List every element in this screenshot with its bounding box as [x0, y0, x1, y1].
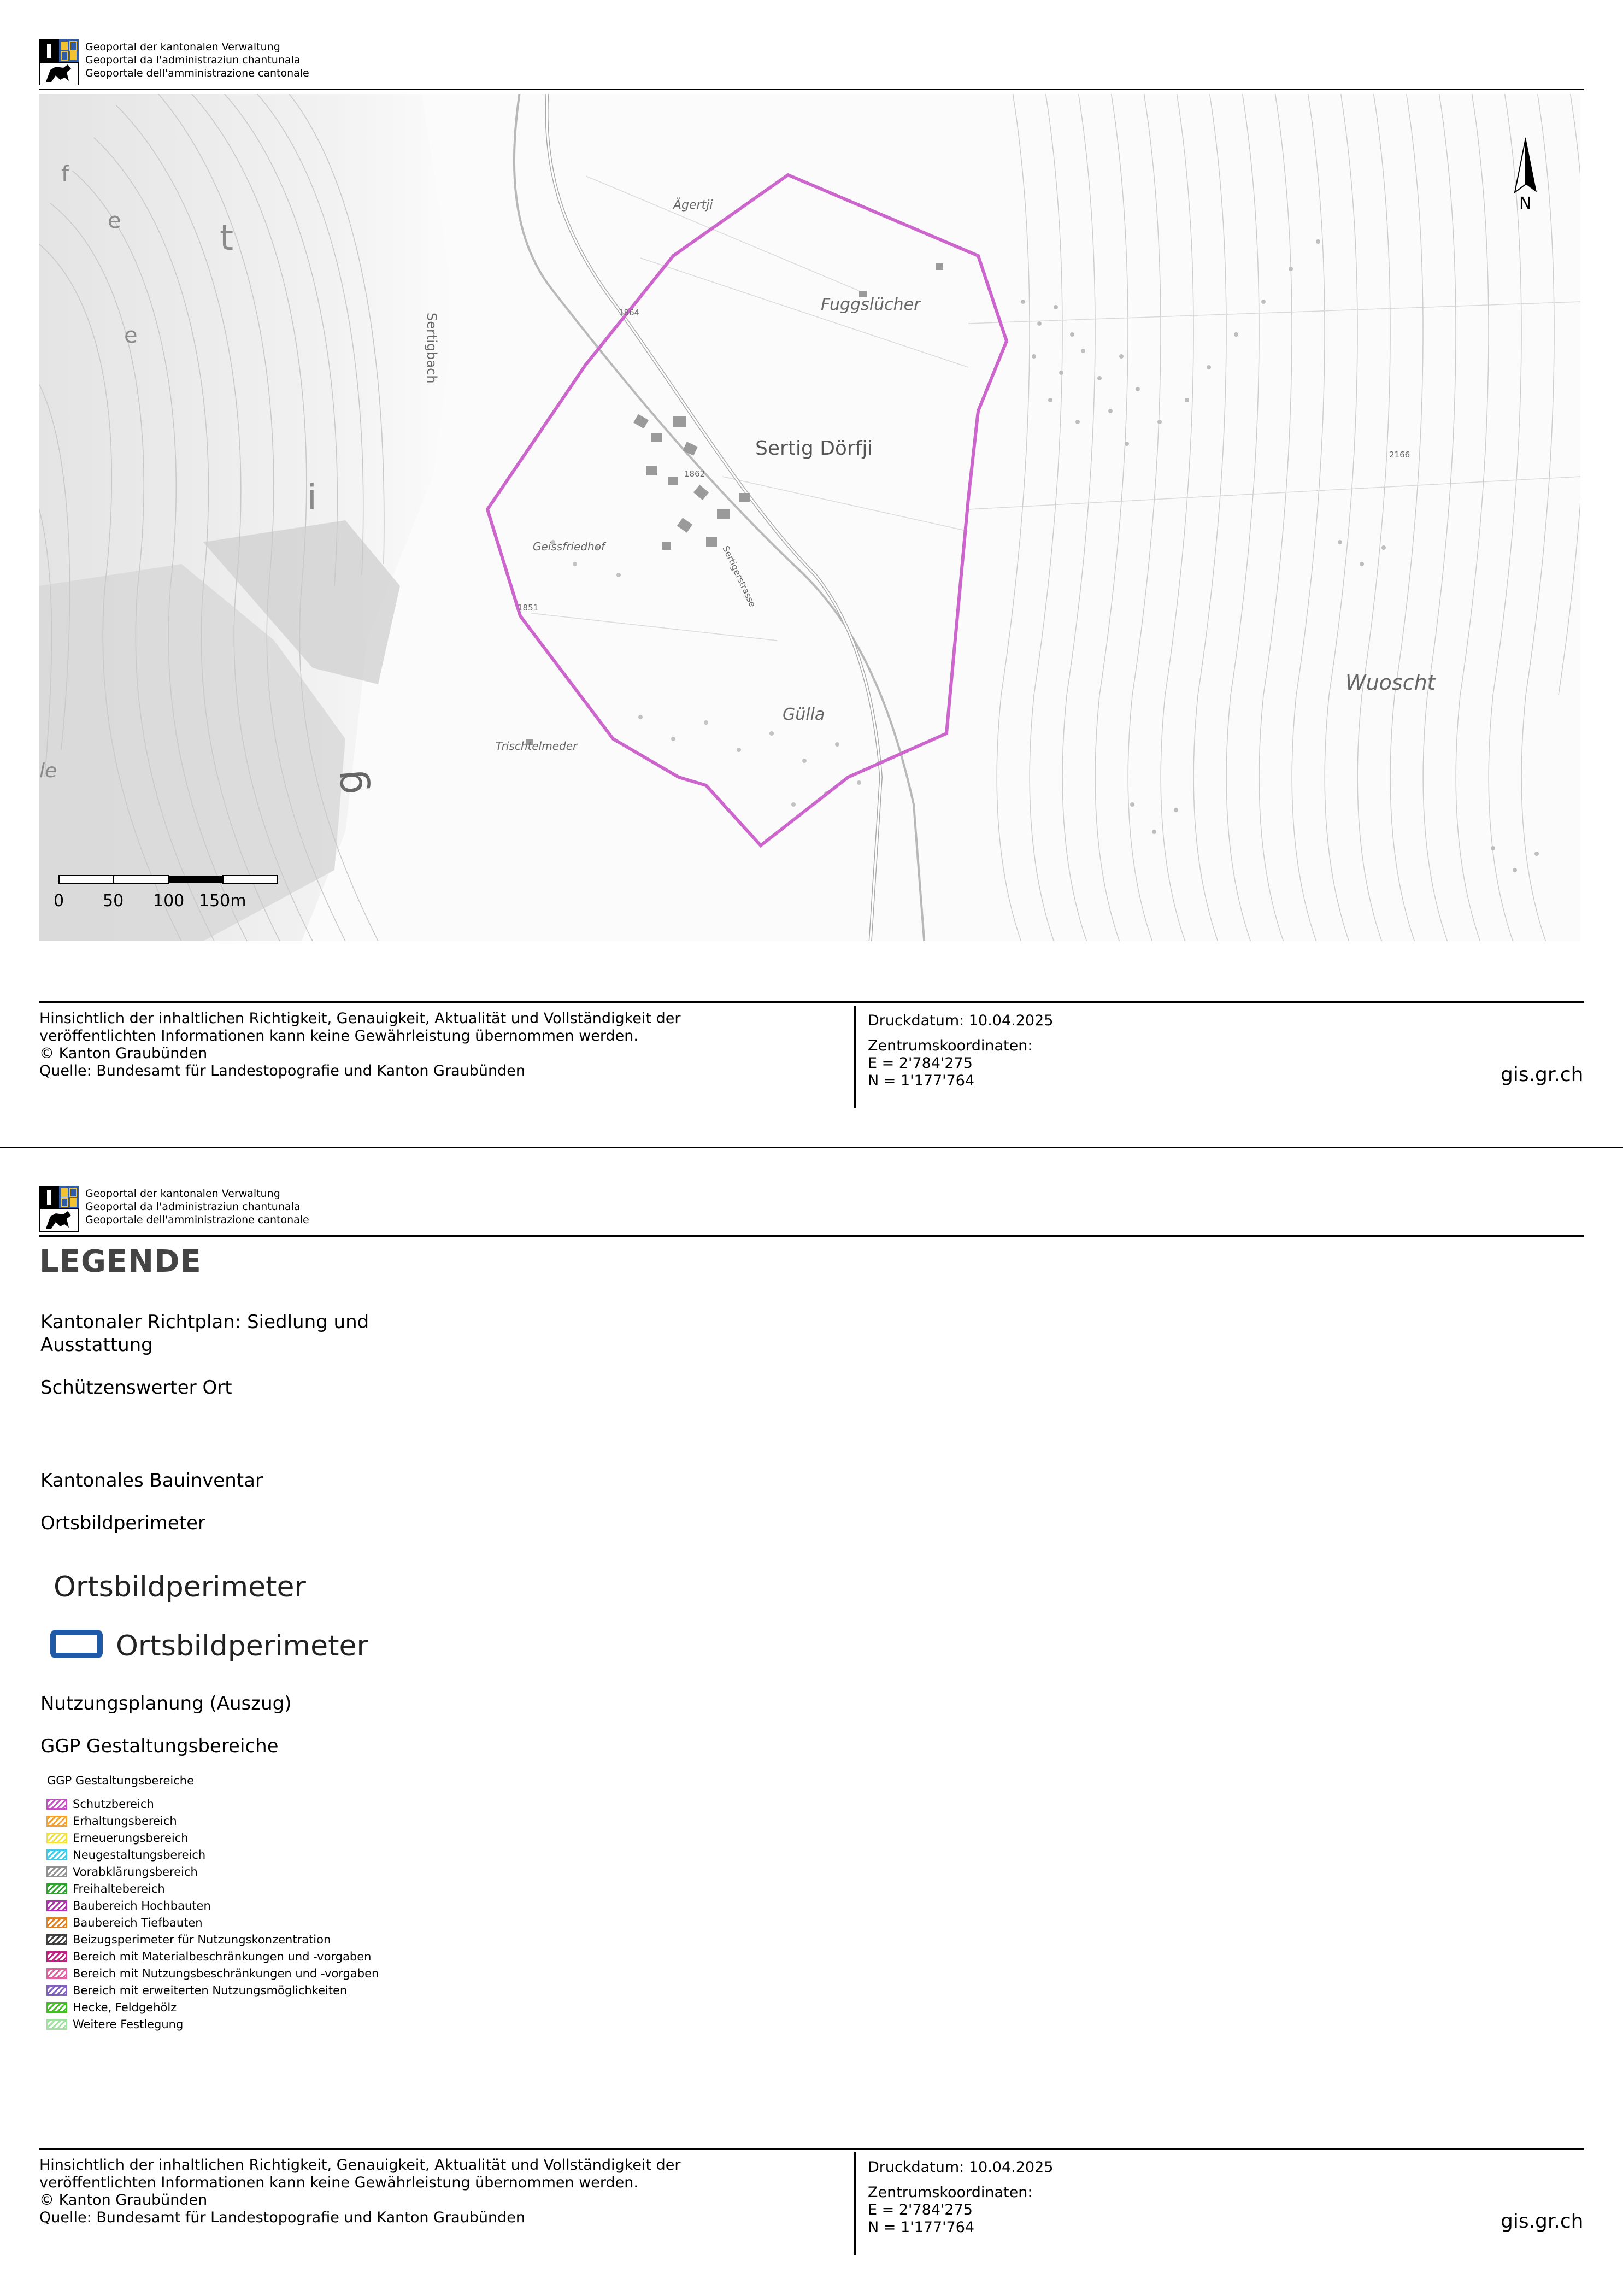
legend-item-label: Neugestaltungsbereich	[73, 1848, 206, 1862]
legend-item-label: Beizugsperimeter für Nutzungskonzentration	[73, 1933, 331, 1946]
label-letter-f: f	[61, 162, 69, 187]
legend-swatch-icon	[46, 1883, 67, 1894]
footer-disclaimer-1: Hinsichtlich der inhaltlichen Richtigkeit, Genauigkeit, Aktualität und Vollständigkeit der	[39, 2157, 681, 2174]
footer-coord-e: E = 2'784'275	[868, 2201, 973, 2218]
header-line-2: Geoportal da l'administraziun chantunala	[85, 1201, 301, 1213]
header-line-3: Geoportale dell'amministrazione cantonale	[85, 67, 309, 79]
legend-swatch-icon	[46, 1917, 67, 1928]
label-agertji: Ägertji	[673, 198, 713, 212]
page-separator	[0, 1147, 1623, 1148]
legend-item-label: Erhaltungsbereich	[73, 1815, 177, 1828]
label-gulla: Gülla	[783, 705, 825, 724]
footer-print-date: Druckdatum: 10.04.2025	[868, 1012, 1054, 1029]
footer-disclaimer-2: veröffentlichten Informationen kann keine Gewährleistung übernommen werden.	[39, 1027, 638, 1044]
label-letter-i: i	[307, 478, 317, 518]
label-fuggslucher: Fuggslücher	[821, 295, 921, 314]
header-line-2: Geoportal da l'administraziun chantunala	[85, 54, 301, 66]
label-cut-le: le	[39, 760, 57, 782]
legend-item	[46, 2016, 183, 2033]
legend-item	[46, 1915, 203, 1931]
legend-swatch-icon	[46, 1799, 67, 1810]
legend-title: LEGENDE	[39, 1244, 202, 1279]
legend-swatch-icon	[46, 1849, 67, 1860]
legend-item-label: Bereich mit Nutzungsbeschränkungen und -vorgaben	[73, 1967, 379, 1980]
legend-ortsbild-text-sample: Ortsbildperimeter	[54, 1571, 306, 1604]
header-rule	[39, 1235, 1584, 1237]
legend-swatch-icon	[46, 2019, 67, 2030]
footer-coords-label: Zentrumskoordinaten:	[868, 1037, 1033, 1054]
footer-disclaimer-2: veröffentlichten Informationen kann keine Gewährleistung übernommen werden.	[39, 2174, 638, 2191]
legend-item	[46, 1813, 177, 1829]
legend-swatch-icon	[46, 1934, 67, 1945]
footer-rule	[39, 1001, 1584, 1003]
footer-disclaimer-1: Hinsichtlich der inhaltlichen Richtigkeit, Genauigkeit, Aktualität und Vollständigkeit der	[39, 1010, 681, 1027]
footer-divider	[854, 1006, 856, 1108]
header-line-3: Geoportale dell'amministrazione cantonale	[85, 1214, 309, 1226]
legend-section-richtplan: Kantonaler Richtplan: Siedlung und Ausstattung	[40, 1311, 369, 1356]
legend-item	[46, 1830, 189, 1846]
legend-item-label: Hecke, Feldgehölz	[73, 2001, 177, 2014]
legend-swatch-icon	[46, 1968, 67, 1979]
label-sertigerstrasse: Sertigerstrasse	[720, 544, 758, 609]
label-elev-1851: 1851	[518, 603, 539, 613]
legend-swatch-icon	[46, 1951, 67, 1962]
footer-coord-e: E = 2'784'275	[868, 1055, 973, 1072]
label-elev-1862: 1862	[684, 469, 705, 479]
label-letter-g: g	[324, 767, 373, 797]
legend-swatch-icon	[46, 1900, 67, 1911]
label-geissfriedhof: Geissfriedhof	[533, 540, 605, 553]
legend-item-label: Freihaltebereich	[73, 1882, 165, 1895]
legend-item-label: Schutzbereich	[73, 1798, 154, 1811]
legend-ggp-title: GGP Gestaltungsbereiche	[47, 1774, 195, 1787]
legend-section-nutzungsplanung: Nutzungsplanung (Auszug)	[40, 1693, 292, 1714]
legend-swatch-icon	[46, 1816, 67, 1827]
footer-coords-label: Zentrumskoordinaten:	[868, 2184, 1033, 2201]
legend-swatch-icon	[46, 1833, 67, 1843]
legend-swatch-icon	[46, 1866, 67, 1877]
legend-item	[46, 1796, 154, 1812]
legend-item-label: Erneuerungsbereich	[73, 1831, 189, 1845]
footer-source: Quelle: Bundesamt für Landestopografie und Kanton Graubünden	[39, 2209, 525, 2226]
map-canvas[interactable]	[39, 94, 1580, 941]
label-elev-1864: 1864	[619, 308, 640, 318]
header-line-1: Geoportal der kantonalen Verwaltung	[85, 41, 280, 53]
label-wuoscht: Wuoscht	[1345, 671, 1436, 695]
legend-item	[46, 1948, 371, 1965]
footer-source: Quelle: Bundesamt für Landestopografie und Kanton Graubünden	[39, 1062, 525, 1079]
label-letter-l: e	[124, 323, 138, 348]
footer-site-link[interactable]: gis.gr.ch	[1501, 2210, 1584, 2233]
footer-divider	[854, 2152, 856, 2255]
footer-copyright: © Kanton Graubünden	[39, 2192, 208, 2209]
legend-item	[46, 1847, 205, 1863]
label-sertig-dorfji: Sertig Dörfji	[755, 437, 873, 460]
scale-tick-100: 100	[153, 891, 185, 911]
legend-item-label: Weitere Festlegung	[73, 2018, 184, 2031]
header-rule	[39, 89, 1584, 90]
footer-coord-n: N = 1'177'764	[868, 2219, 975, 2236]
legend-section-bauinventar: Kantonales Bauinventar	[40, 1470, 263, 1491]
label-trischtelmeder: Trischtelmeder	[496, 739, 578, 753]
legend-item	[46, 1965, 379, 1982]
legend-item-label: Vorabklärungsbereich	[73, 1865, 198, 1878]
legend-schuetzenswerter-ort: Schützenswerter Ort	[40, 1377, 232, 1399]
footer-coord-n: N = 1'177'764	[868, 1072, 975, 1089]
legend-item-label: Baubereich Tiefbauten	[73, 1916, 203, 1929]
legend-item-label: Baubereich Hochbauten	[73, 1899, 211, 1912]
map-view[interactable]	[39, 94, 1580, 941]
legend-item	[46, 1881, 165, 1897]
legend-swatch-icon	[46, 2002, 67, 2013]
legend-item	[46, 1898, 211, 1914]
legend-ggp-heading: GGP Gestaltungsbereiche	[40, 1735, 279, 1757]
legend-item-label: Bereich mit erweiterten Nutzungsmöglichkeiten	[73, 1984, 348, 1997]
legend-ortsbild-swatch	[50, 1630, 103, 1658]
legend-item	[46, 1999, 177, 2016]
footer-site-link[interactable]: gis.gr.ch	[1501, 1064, 1584, 1086]
canton-coat-of-arms-icon	[39, 39, 79, 85]
legend-item	[46, 1931, 331, 1948]
label-letter-e: e	[108, 208, 121, 233]
scale-tick-0: 0	[54, 891, 64, 911]
north-label: N	[1519, 194, 1532, 213]
legend-ortsbildperimeter-heading: Ortsbildperimeter	[40, 1512, 206, 1534]
label-elev-2166: 2166	[1389, 450, 1410, 460]
legend-item	[46, 1982, 347, 1999]
label-sertigbach: Sertigbach	[424, 313, 439, 384]
legend-item	[46, 1864, 198, 1880]
legend-item-label: Bereich mit Materialbeschränkungen und -vorgaben	[73, 1950, 372, 1963]
scale-tick-50: 50	[103, 891, 124, 911]
scale-tick-150: 150m	[199, 891, 246, 911]
legend-ortsbild-label: Ortsbildperimeter	[116, 1630, 368, 1663]
header-line-1: Geoportal der kantonalen Verwaltung	[85, 1188, 280, 1200]
footer-copyright: © Kanton Graubünden	[39, 1045, 208, 1062]
legend-swatch-icon	[46, 1985, 67, 1996]
label-letter-t: t	[220, 218, 234, 259]
footer-print-date: Druckdatum: 10.04.2025	[868, 2159, 1054, 2176]
canton-coat-of-arms-icon	[39, 1186, 79, 1232]
footer-rule	[39, 2148, 1584, 2150]
